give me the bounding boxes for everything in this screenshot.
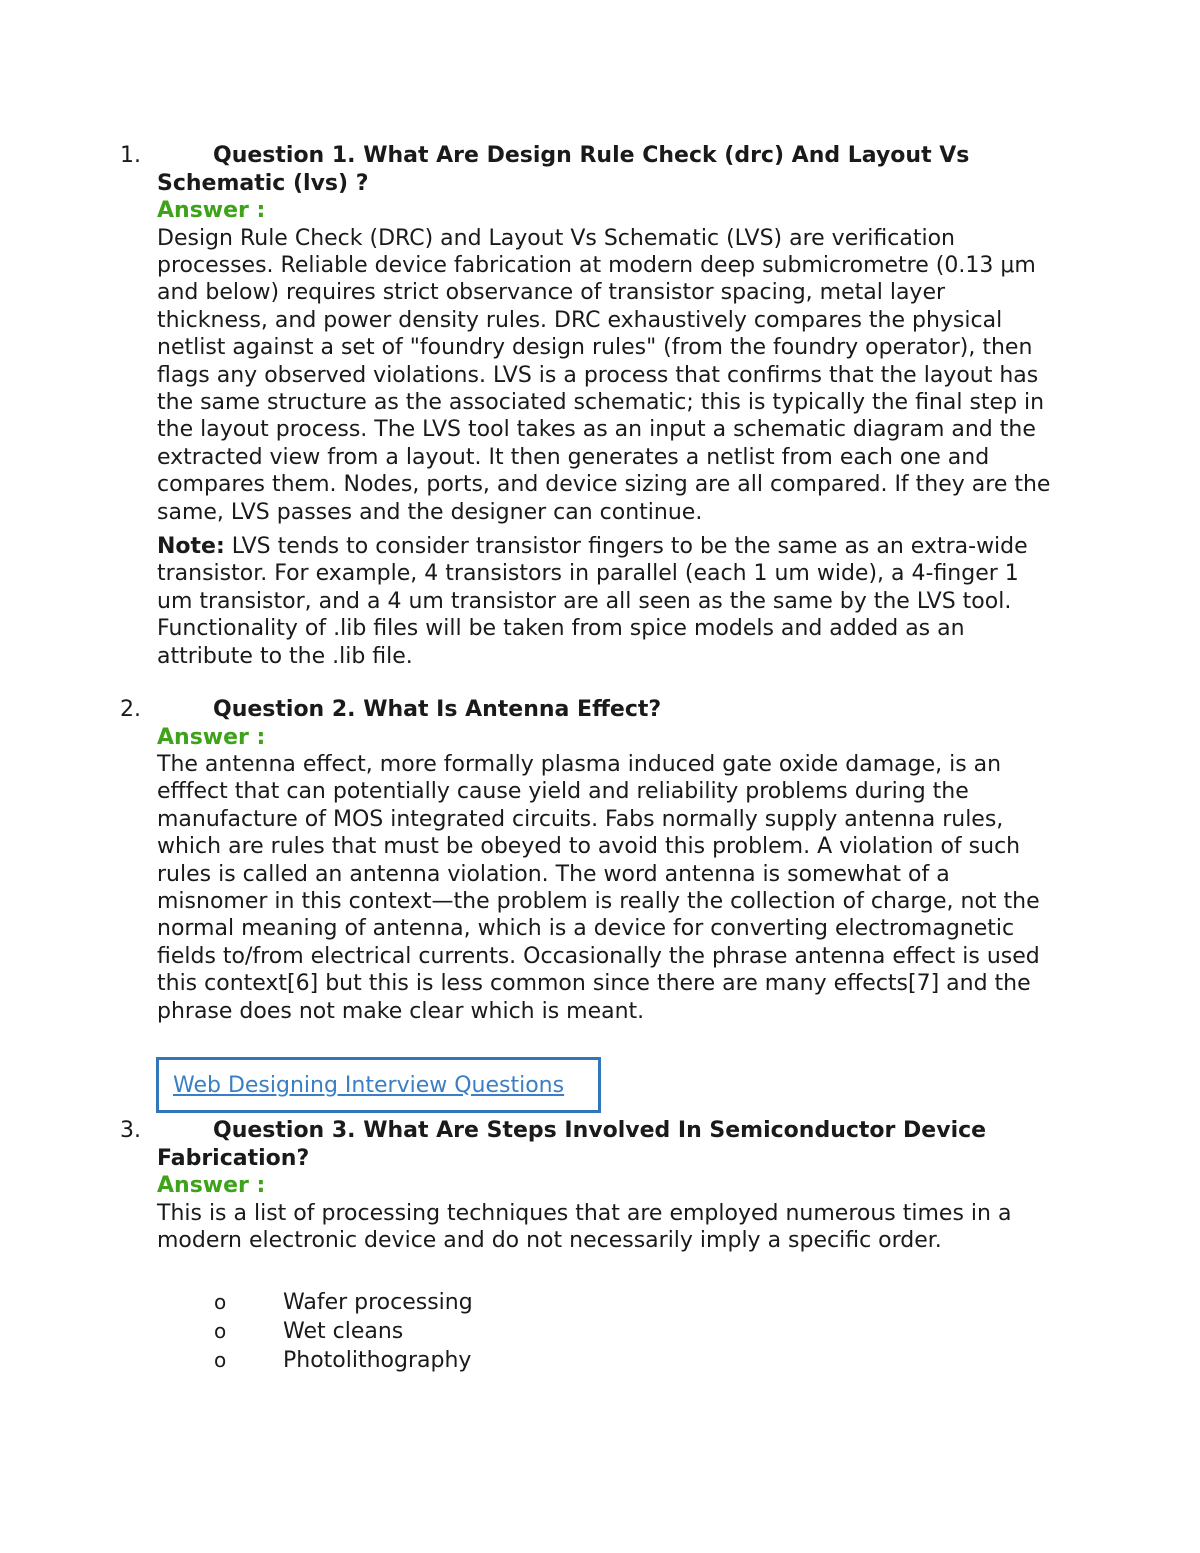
list-item-text: Photolithography bbox=[283, 1348, 472, 1373]
answer-text: This is a list of processing techniques that are employed numerous times in a modern electronic device and do not necessarily imply a specific order. bbox=[157, 1200, 1012, 1253]
question-block-2 bbox=[120, 696, 1060, 1025]
list-item-text: Wafer processing bbox=[283, 1290, 473, 1315]
bullet-icon: o bbox=[214, 1348, 227, 1372]
question-block-3 bbox=[120, 1117, 1060, 1254]
list-item-text: Wet cleans bbox=[283, 1319, 404, 1344]
answer-label: Answer : bbox=[157, 1173, 266, 1198]
related-link-box bbox=[156, 1057, 601, 1113]
question-title: Question 1. What Are Design Rule Check (drc) And Layout Vs Schematic (lvs) ? bbox=[157, 143, 970, 196]
bullet-icon: o bbox=[214, 1319, 227, 1343]
bullet-icon: o bbox=[214, 1290, 227, 1314]
answer-text: The antenna effect, more formally plasma induced gate oxide damage, is an efffect that can potentially cause yield and reliability problems during the manufacture of MOS integrated circuits. Fabs normally supply antenna rules, which are rules that must be obeyed to avoid this problem. A violation of such rules is called an antenna violation. The word antenna is somewhat of a misnomer in this context—the problem is really the collection of charge, not the normal meaning of antenna, which is a device for converting electromagnetic fields to/from electrical currents. Occasionally the phrase antenna effect is used this context[6] but this is less common since there are many effects[7] and the phrase does not make clear which is meant. bbox=[157, 752, 1040, 1024]
question-number: 3. bbox=[120, 1118, 141, 1143]
answer-text: Design Rule Check (DRC) and Layout Vs Schematic (LVS) are verification processes. Reliable device fabrication at modern deep submicrometre (0.13 μm and below) requires strict observance of transistor spacing, metal layer thickness, and power density rules. DRC exhaustively compares the physical netlist against a set of "foundry design rules" (from the foundry operator), then flags any observed violations. LVS is a process that confirms that the layout has the same structure as the associated schematic; this is typically the final step in the layout process. The LVS tool takes as an input a schematic diagram and the extracted view from a layout. It then generates a netlist from each one and compares them. Nodes, ports, and device sizing are all compared. If they are the same, LVS passes and the designer can continue. bbox=[157, 225, 1051, 525]
question-title: Question 3. What Are Steps Involved In Semiconductor Device Fabrication? bbox=[157, 1118, 987, 1171]
question-title: Question 2. What Is Antenna Effect? bbox=[213, 697, 662, 722]
answer-label: Answer : bbox=[157, 198, 266, 223]
processing-steps-list bbox=[214, 1288, 814, 1375]
list-item bbox=[214, 1288, 814, 1317]
note-label: Note: bbox=[157, 533, 225, 559]
list-item bbox=[214, 1346, 814, 1375]
related-link[interactable]: Web Designing Interview Questions bbox=[173, 1072, 565, 1098]
question-block-1 bbox=[120, 142, 1060, 670]
answer-label: Answer : bbox=[157, 724, 266, 750]
list-item bbox=[214, 1317, 814, 1346]
question-number: 1. bbox=[120, 143, 141, 168]
note-text: LVS tends to consider transistor fingers to be the same as an extra-wide transistor. For example, 4 transistors in parallel (each 1 um wide), a 4-finger 1 um transistor, and a 4 um transistor are all seen as the same by the LVS tool. Functionality of .lib files will be taken from spice models and added as an attribute to the .lib file. bbox=[157, 533, 1028, 669]
question-number: 2. bbox=[120, 697, 141, 722]
note-paragraph bbox=[157, 533, 1060, 670]
